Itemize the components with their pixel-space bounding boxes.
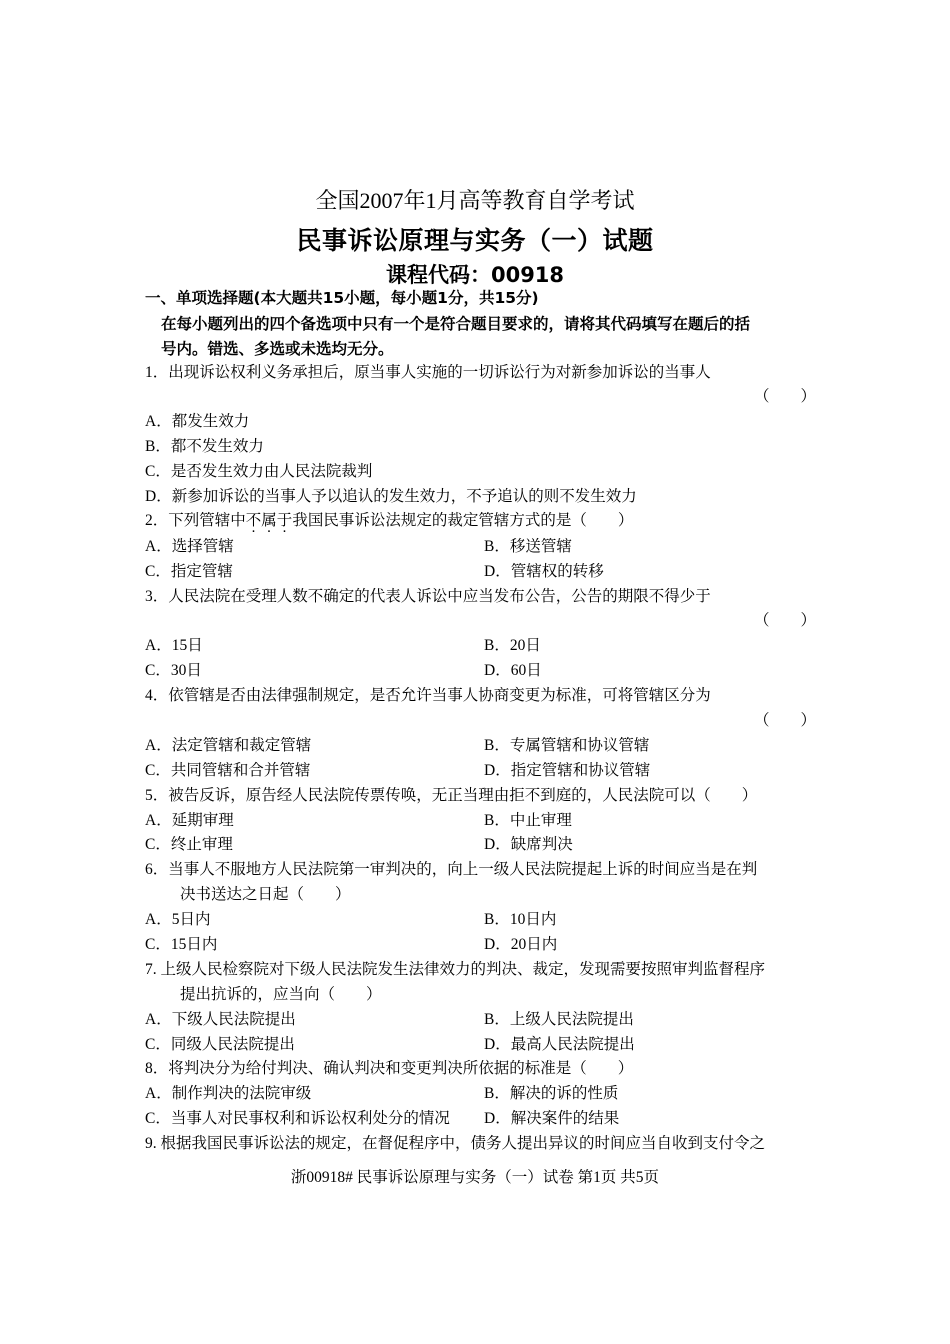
question-3-option-a: A．15日: [145, 637, 203, 654]
question-2-option-d: D．管辖权的转移: [484, 563, 604, 580]
question-5-stem: 5．被告反诉，原告经人民法院传票传唤，无正当理由拒不到庭的，人民法院可以（ ）: [145, 787, 758, 804]
question-1-stem: 1．出现诉讼权利义务承担后，原当事人实施的一切诉讼行为对新参加诉讼的当事人: [145, 364, 711, 381]
question-7-option-a: A．下级人民法院提出: [145, 1011, 296, 1028]
question-1-option-a: A．都发生效力: [145, 413, 250, 430]
emphasis-dot-char: 于: [276, 512, 293, 529]
exam-subject-title: 民事诉讼原理与实务（一）试题: [296, 226, 654, 255]
section-instruction-line2: 号内。错选、多选或未选均无分。: [161, 340, 394, 358]
question-7-stem-line1: 7. 上级人民检察院对下级人民法院发生法律效力的判决、裁定，发现需要按照审判监督程序: [145, 961, 766, 978]
question-4-option-d: D．指定管辖和协议管辖: [484, 762, 651, 779]
question-1-option-b: B．都不发生效力: [145, 438, 264, 455]
emphasis-dot-char: 属: [261, 512, 277, 529]
question-3-answer-blank: （ ）: [754, 612, 817, 629]
question-1-option-d: D．新参加诉讼的当事人予以追认的发生效力，不予追认的则不发生效力: [145, 488, 637, 505]
question-8-option-b: B．解决的诉的性质: [484, 1085, 619, 1102]
question-4-answer-blank: （ ）: [754, 712, 817, 729]
exam-title: 全国2007年1月高等教育自学考试: [315, 188, 635, 213]
question-3-option-d: D．60日: [484, 662, 542, 679]
question-4-stem: 4．依管辖是否由法律强制规定，是否允许当事人协商变更为标准，可将管辖区分为: [145, 687, 711, 704]
question-4-option-c: C．共同管辖和合并管辖: [145, 762, 311, 779]
section-heading: 一、单项选择题(本大题共15小题，每小题1分，共15分): [145, 289, 539, 307]
question-6-option-c: C．15日内: [145, 936, 218, 953]
course-code: 课程代码：00918: [385, 263, 565, 287]
question-2-option-a: A．选择管辖: [145, 538, 234, 555]
question-2-option-c: C．指定管辖: [145, 563, 233, 580]
question-6-option-b: B．10日内: [484, 911, 557, 928]
question-8-option-c: C．当事人对民事权利和诉讼权利处分的情况: [145, 1110, 450, 1127]
question-4-option-a: A．法定管辖和裁定管辖: [145, 737, 312, 754]
question-2-stem: [145, 511, 633, 531]
question-6-option-d: D．20日内: [484, 936, 558, 953]
question-1-answer-blank: （ ）: [754, 388, 817, 405]
question-2-stem-post: 我国民事诉讼法规定的裁定管辖方式的是（ ）: [292, 512, 634, 529]
question-5-option-c: C．终止审理: [145, 836, 233, 853]
question-5-option-b: B．中止审理: [484, 812, 572, 829]
section-instruction-line1: 在每小题列出的四个备选项中只有一个是符合题目要求的，请将其代码填写在题后的括: [161, 315, 751, 333]
question-3-option-c: C．30日: [145, 662, 202, 679]
question-7-option-b: B．上级人民法院提出: [484, 1011, 634, 1028]
question-6-option-a: A．5日内: [145, 911, 211, 928]
question-7-stem-line2: 提出抗诉的，应当向（ ）: [180, 986, 382, 1003]
question-3-stem: 3．人民法院在受理人数不确定的代表人诉讼中应当发布公告，公告的期限不得少于: [145, 588, 711, 605]
question-4-option-b: B．专属管辖和协议管辖: [484, 737, 650, 754]
page-footer: 浙00918# 民事诉讼原理与实务（一）试卷 第1页 共5页: [290, 1169, 660, 1186]
question-8-option-d: D．解决案件的结果: [484, 1110, 620, 1127]
question-1-option-c: C．是否发生效力由人民法院裁判: [145, 463, 373, 480]
emphasis-dot-char: 不: [245, 512, 262, 529]
question-2-option-b: B．移送管辖: [484, 538, 572, 555]
question-6-stem-line1: 6．当事人不服地方人民法院第一审判决的，向上一级人民法院提起上诉的时间应当是在判: [145, 861, 758, 878]
question-2-stem-pre: 2．下列管辖中: [145, 512, 246, 529]
question-5-option-a: A．延期审理: [145, 812, 234, 829]
question-8-stem: 8．将判决分为给付判决、确认判决和变更判决所依据的标准是（ ）: [145, 1060, 634, 1077]
question-8-option-a: A．制作判决的法院审级: [145, 1085, 312, 1102]
question-9-stem: 9. 根据我国民事诉讼法的规定，在督促程序中，债务人提出异议的时间应当自收到支付令之: [145, 1135, 766, 1152]
question-3-option-b: B．20日: [484, 637, 541, 654]
question-7-option-c: C．同级人民法院提出: [145, 1036, 295, 1053]
question-6-stem-line2: 决书送达之日起（ ）: [180, 886, 351, 903]
question-5-option-d: D．缺席判决: [484, 836, 573, 853]
question-7-option-d: D．最高人民法院提出: [484, 1036, 635, 1053]
